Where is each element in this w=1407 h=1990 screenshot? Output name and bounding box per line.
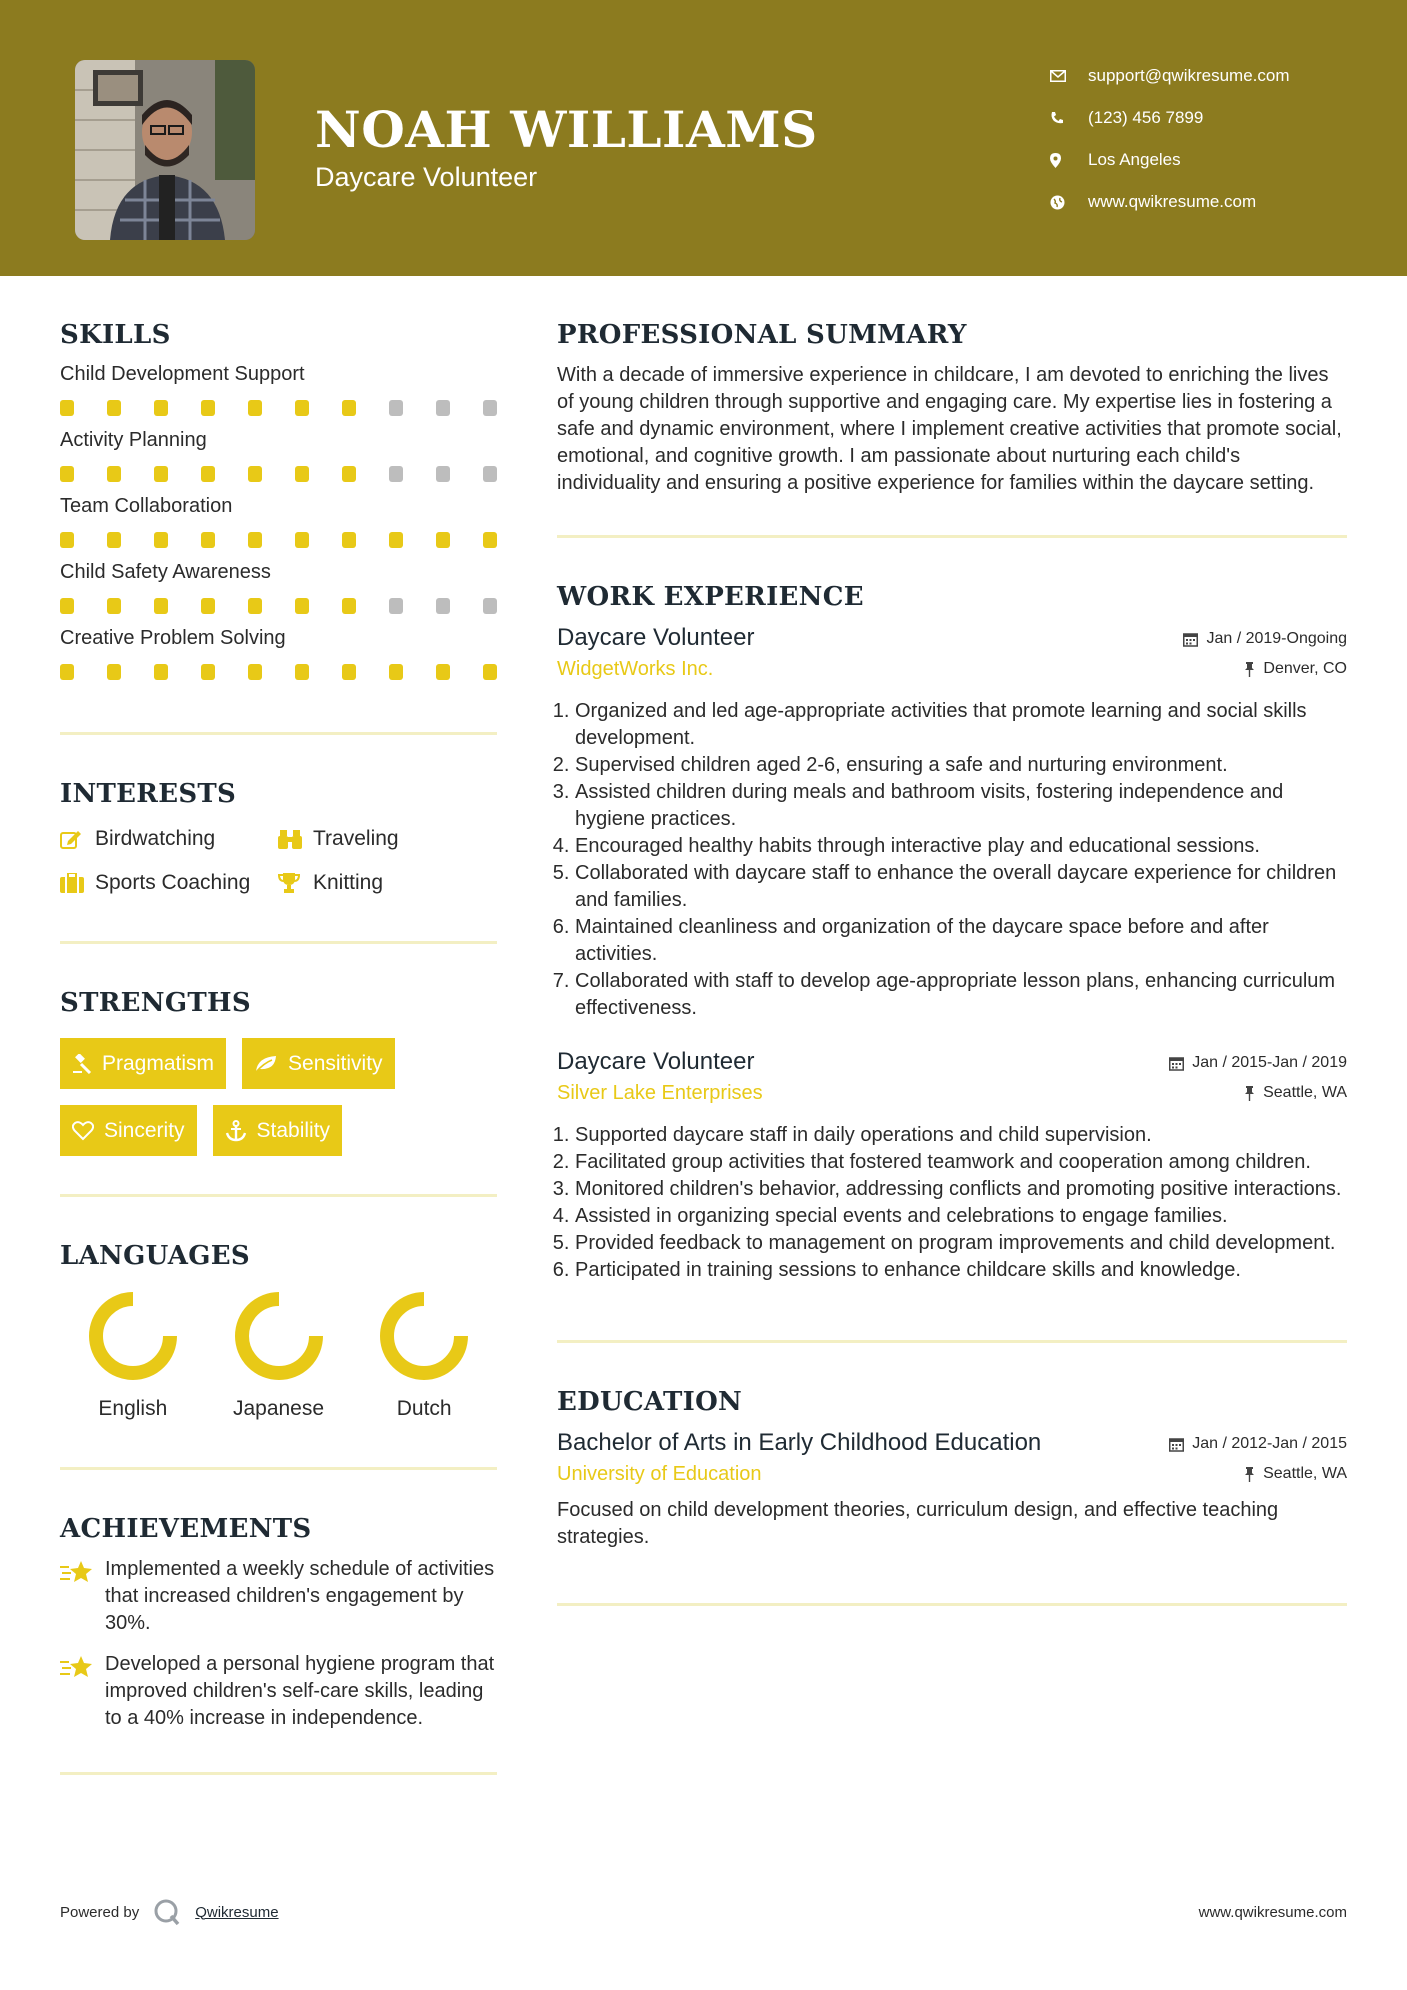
calendar-icon bbox=[1183, 632, 1198, 647]
skill-dot-filled bbox=[295, 400, 309, 416]
duty-item: 4. Assisted in organizing special events and celebrations to engage families. bbox=[575, 1203, 1347, 1230]
language-level-ring bbox=[88, 1291, 178, 1381]
summary-heading: PROFESSIONAL SUMMARY bbox=[557, 320, 967, 350]
briefcase-icon bbox=[60, 873, 95, 893]
skill-dot-filled bbox=[483, 664, 497, 680]
globe-icon bbox=[1050, 195, 1088, 210]
skill-dot-filled bbox=[107, 466, 121, 482]
contact-website[interactable] bbox=[1050, 181, 1290, 223]
skill-dot-filled bbox=[436, 532, 450, 548]
skill-dot-filled bbox=[154, 598, 168, 614]
skill-dot-filled bbox=[201, 466, 215, 482]
job-location bbox=[1169, 1078, 1347, 1108]
candidate-title: Daycare Volunteer bbox=[315, 162, 538, 192]
shooting-star-icon bbox=[60, 1651, 105, 1732]
contact-phone-text: (123) 456 7899 bbox=[1088, 108, 1204, 127]
contact-phone[interactable] bbox=[1050, 97, 1290, 139]
skill-dot-filled bbox=[107, 532, 121, 548]
skill-dot-empty bbox=[389, 466, 403, 482]
page-footer bbox=[60, 1898, 1347, 1926]
skill-dot-filled bbox=[248, 664, 262, 680]
skill-dot-filled bbox=[295, 532, 309, 548]
strength-badge bbox=[242, 1038, 395, 1089]
skill-dot-filled bbox=[107, 664, 121, 680]
skill-dot-filled bbox=[483, 532, 497, 548]
strength-badge bbox=[213, 1105, 343, 1156]
skill-dot-empty bbox=[436, 400, 450, 416]
skills-list bbox=[60, 363, 497, 680]
job-entry bbox=[557, 1048, 1347, 1284]
language-level-ring bbox=[234, 1291, 324, 1381]
skill-dot-empty bbox=[483, 400, 497, 416]
job-dates-text: Jan / 2015-Jan / 2019 bbox=[1192, 1054, 1347, 1071]
phone-icon bbox=[1050, 111, 1088, 125]
divider bbox=[60, 1194, 497, 1197]
strength-badge bbox=[60, 1105, 197, 1156]
education-header bbox=[557, 1429, 1347, 1489]
gavel-icon bbox=[72, 1054, 92, 1074]
skill-dot-filled bbox=[295, 664, 309, 680]
strength-label: Sincerity bbox=[104, 1118, 185, 1142]
trophy-icon bbox=[278, 872, 313, 894]
interest-label: Sports Coaching bbox=[95, 871, 251, 894]
interest-label: Knitting bbox=[313, 871, 384, 894]
education-dates-text: Jan / 2012-Jan / 2015 bbox=[1192, 1435, 1347, 1452]
language-level-arc bbox=[387, 1299, 461, 1373]
heart-icon bbox=[72, 1121, 94, 1141]
skill-dot-empty bbox=[389, 400, 403, 416]
skill-dot-filled bbox=[154, 400, 168, 416]
skill-dot-filled bbox=[248, 532, 262, 548]
skill-dot-filled bbox=[342, 400, 356, 416]
job-location bbox=[1183, 654, 1347, 684]
skill-dot-filled bbox=[342, 598, 356, 614]
skill-name: Team Collaboration bbox=[60, 495, 233, 517]
skill-dot-filled bbox=[60, 598, 74, 614]
achievements-list bbox=[60, 1556, 497, 1732]
duty-item: 5. Provided feedback to management on program improvements and child development. bbox=[575, 1230, 1347, 1257]
profile-photo-image bbox=[75, 60, 255, 240]
language-label: English bbox=[98, 1397, 168, 1420]
interest-item bbox=[60, 871, 278, 895]
duty-item: 3. Monitored children's behavior, addressing conflicts and promoting positive interactions. bbox=[575, 1176, 1347, 1203]
job-duties bbox=[557, 698, 1347, 1022]
duty-item: 1. Supported daycare staff in daily operations and child supervision. bbox=[575, 1122, 1347, 1149]
skill-dot-empty bbox=[436, 466, 450, 482]
powered-by bbox=[60, 1898, 279, 1926]
skill-dot-empty bbox=[389, 598, 403, 614]
job-title: Daycare Volunteer bbox=[557, 624, 755, 651]
envelope-icon bbox=[1050, 70, 1088, 82]
skill-name: Child Development Support bbox=[60, 363, 305, 385]
skill-dot-filled bbox=[342, 532, 356, 548]
divider bbox=[60, 1467, 497, 1470]
calendar-icon bbox=[1169, 1437, 1184, 1452]
skill-item bbox=[60, 627, 497, 680]
skill-dot-filled bbox=[60, 466, 74, 482]
job-entry bbox=[557, 624, 1347, 1022]
skill-dot-filled bbox=[389, 532, 403, 548]
skill-name: Creative Problem Solving bbox=[60, 627, 286, 649]
language-label: Japanese bbox=[232, 1397, 325, 1420]
skill-dot-filled bbox=[342, 466, 356, 482]
interests-heading: INTERESTS bbox=[60, 779, 237, 809]
skill-dot-filled bbox=[389, 664, 403, 680]
school-name: University of Education bbox=[557, 1463, 762, 1485]
qwikresume-link[interactable]: Qwikresume bbox=[195, 1903, 279, 1921]
duty-item: 6. Participated in training sessions to enhance childcare skills and knowledge. bbox=[575, 1257, 1347, 1284]
skill-level-dots bbox=[60, 466, 497, 482]
skill-dot-filled bbox=[201, 532, 215, 548]
calendar-icon bbox=[1169, 1056, 1184, 1071]
binoculars-icon bbox=[278, 828, 313, 850]
contact-location-text: Los Angeles bbox=[1088, 150, 1181, 169]
pushpin-icon bbox=[1244, 662, 1255, 677]
skill-dot-filled bbox=[436, 664, 450, 680]
skill-dot-filled bbox=[342, 664, 356, 680]
duty-item: 3. Assisted children during meals and bathroom visits, fostering independence and hygiene practices. bbox=[575, 779, 1347, 833]
divider bbox=[60, 1772, 497, 1775]
job-header bbox=[557, 624, 1347, 684]
skill-level-dots bbox=[60, 532, 497, 548]
skills-heading: SKILLS bbox=[60, 320, 171, 350]
duty-item: 4. Encouraged healthy habits through interactive play and educational sessions. bbox=[575, 833, 1347, 860]
right-column bbox=[557, 320, 1347, 1606]
skill-dot-filled bbox=[60, 532, 74, 548]
strengths-heading: STRENGTHS bbox=[60, 988, 251, 1018]
anchor-icon bbox=[225, 1120, 247, 1142]
language-item bbox=[60, 1291, 206, 1421]
skill-dot-empty bbox=[483, 466, 497, 482]
achievement-text: Developed a personal hygiene program that improved children's self-care skills, leading to a 40% increase in independence. bbox=[105, 1653, 495, 1729]
languages-list bbox=[60, 1291, 497, 1421]
skill-name: Activity Planning bbox=[60, 429, 207, 451]
resume-header bbox=[0, 0, 1407, 276]
interests-list bbox=[60, 827, 497, 895]
skill-item bbox=[60, 429, 497, 482]
education-location-text: Seattle, WA bbox=[1263, 1465, 1347, 1482]
skill-dot-filled bbox=[201, 400, 215, 416]
language-level-arc bbox=[242, 1299, 316, 1373]
divider bbox=[60, 732, 497, 735]
divider bbox=[557, 1603, 1347, 1606]
degree-title: Bachelor of Arts in Early Childhood Education bbox=[557, 1429, 1042, 1456]
duty-item: 1. Organized and led age-appropriate activities that promote learning and social skills development. bbox=[575, 698, 1347, 752]
contact-list bbox=[1050, 55, 1290, 223]
job-dates bbox=[1183, 624, 1347, 654]
skill-dot-filled bbox=[154, 664, 168, 680]
leaf-icon bbox=[254, 1055, 278, 1073]
skill-dot-filled bbox=[60, 400, 74, 416]
achievement-text: Implemented a weekly schedule of activities that increased children's engagement by 30%. bbox=[105, 1558, 495, 1634]
divider bbox=[557, 1340, 1347, 1343]
summary-text: With a decade of immersive experience in childcare, I am devoted to enriching the lives of young children through supportive and engaging care. My expertise lies in fostering a safe and dynamic environment, where I implement creative activities that promote social, emotional, and cognitive growth. I am passionate about nurturing each child's individuality and ensuring a positive experience for families within the daycare setting. bbox=[557, 364, 1342, 494]
shooting-star-icon bbox=[60, 1556, 105, 1637]
job-header bbox=[557, 1048, 1347, 1108]
strength-label: Stability bbox=[256, 1118, 331, 1142]
skill-name: Child Safety Awareness bbox=[60, 561, 271, 583]
contact-email[interactable] bbox=[1050, 55, 1290, 97]
duty-item: 5. Collaborated with daycare staff to enhance the overall daycare experience for children and families. bbox=[575, 860, 1347, 914]
map-pin-icon bbox=[1050, 153, 1088, 168]
job-dates-text: Jan / 2019-Ongoing bbox=[1206, 630, 1347, 647]
pushpin-icon bbox=[1244, 1086, 1255, 1101]
interest-item bbox=[278, 827, 497, 851]
skill-dot-filled bbox=[107, 400, 121, 416]
achievement-item bbox=[60, 1651, 497, 1732]
pushpin-icon bbox=[1244, 1467, 1255, 1482]
language-label: Dutch bbox=[396, 1397, 452, 1420]
profile-photo bbox=[75, 60, 255, 240]
job-duties bbox=[557, 1122, 1347, 1284]
education-location bbox=[1169, 1459, 1347, 1489]
language-item bbox=[206, 1291, 352, 1421]
skill-dot-filled bbox=[201, 664, 215, 680]
duty-item: 2. Supervised children aged 2-6, ensuring a safe and nurturing environment. bbox=[575, 752, 1347, 779]
pencil-square-icon bbox=[60, 829, 95, 849]
skill-dot-empty bbox=[483, 598, 497, 614]
strengths-list bbox=[60, 1038, 497, 1156]
strength-label: Sensitivity bbox=[288, 1051, 383, 1075]
job-company: WidgetWorks Inc. bbox=[557, 658, 714, 680]
skill-dot-filled bbox=[295, 466, 309, 482]
achievements-heading: ACHIEVEMENTS bbox=[60, 1514, 312, 1544]
skill-dot-filled bbox=[248, 400, 262, 416]
candidate-name: NOAH WILLIAMS bbox=[315, 100, 818, 159]
education-description: Focused on child development theories, curriculum design, and effective teaching strategies. bbox=[557, 1499, 1279, 1548]
contact-website-text: www.qwikresume.com bbox=[1088, 192, 1257, 211]
skill-item bbox=[60, 495, 497, 548]
skill-dot-filled bbox=[295, 598, 309, 614]
strength-badge bbox=[60, 1038, 226, 1089]
interest-item bbox=[278, 871, 497, 895]
footer-url[interactable]: www.qwikresume.com bbox=[1198, 1903, 1347, 1921]
interest-label: Birdwatching bbox=[95, 827, 216, 850]
duty-item: 7. Collaborated with staff to develop age-appropriate lesson plans, enhancing curriculum effectiveness. bbox=[575, 968, 1347, 1022]
skill-level-dots bbox=[60, 664, 497, 680]
job-location-text: Denver, CO bbox=[1263, 660, 1347, 677]
skill-dot-filled bbox=[201, 598, 215, 614]
job-dates bbox=[1169, 1048, 1347, 1078]
duty-item: 6. Maintained cleanliness and organization of the daycare space before and after activities. bbox=[575, 914, 1347, 968]
education-dates bbox=[1169, 1429, 1347, 1459]
education-heading: EDUCATION bbox=[557, 1387, 743, 1417]
skill-level-dots bbox=[60, 598, 497, 614]
skill-dot-filled bbox=[248, 466, 262, 482]
skill-item bbox=[60, 561, 497, 614]
skill-dot-filled bbox=[154, 532, 168, 548]
duty-item: 2. Facilitated group activities that fostered teamwork and cooperation among children. bbox=[575, 1149, 1347, 1176]
contact-location bbox=[1050, 139, 1290, 181]
languages-heading: LANGUAGES bbox=[60, 1241, 250, 1271]
experience-heading: WORK EXPERIENCE bbox=[557, 582, 864, 612]
job-location-text: Seattle, WA bbox=[1263, 1084, 1347, 1101]
interest-label: Traveling bbox=[313, 827, 399, 850]
skill-level-dots bbox=[60, 400, 497, 416]
skill-dot-filled bbox=[154, 466, 168, 482]
skill-dot-filled bbox=[107, 598, 121, 614]
language-item bbox=[351, 1291, 497, 1421]
education-entry bbox=[557, 1429, 1347, 1551]
divider bbox=[60, 941, 497, 944]
skill-item bbox=[60, 363, 497, 416]
skill-dot-filled bbox=[248, 598, 262, 614]
language-level-arc bbox=[96, 1299, 170, 1373]
contact-email-text: support@qwikresume.com bbox=[1088, 66, 1290, 85]
qwikresume-logo-icon bbox=[153, 1898, 181, 1926]
language-level-ring bbox=[379, 1291, 469, 1381]
strength-label: Pragmatism bbox=[102, 1051, 215, 1075]
skill-dot-filled bbox=[60, 664, 74, 680]
left-column bbox=[60, 320, 497, 1775]
interest-item bbox=[60, 827, 278, 851]
skill-dot-empty bbox=[436, 598, 450, 614]
powered-by-label: Powered by bbox=[60, 1903, 140, 1921]
job-company: Silver Lake Enterprises bbox=[557, 1082, 763, 1104]
job-title: Daycare Volunteer bbox=[557, 1048, 755, 1075]
achievement-item bbox=[60, 1556, 497, 1637]
divider bbox=[557, 535, 1347, 538]
